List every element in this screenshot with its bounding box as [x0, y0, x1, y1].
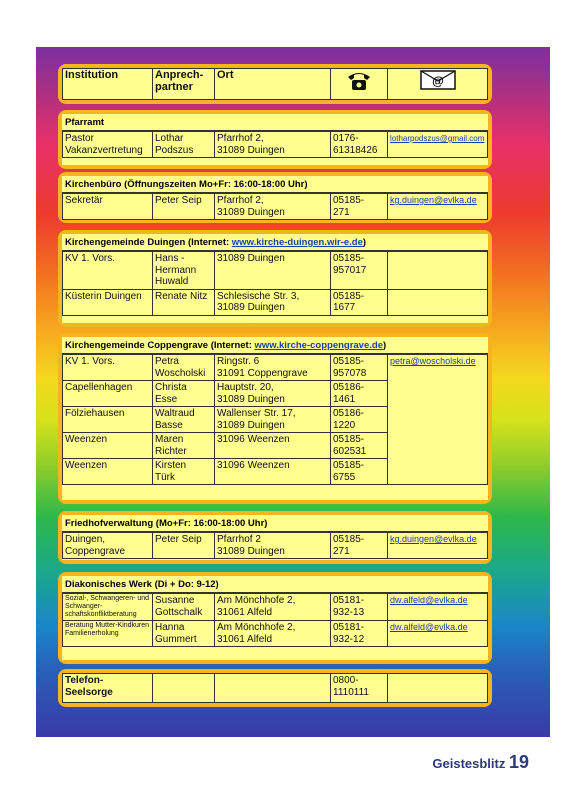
- header-box: [58, 64, 492, 104]
- telephone-icon: [346, 70, 372, 92]
- friedhof-person: Peter Seip: [153, 533, 215, 559]
- diakonie-row2-phone: 05181- 932-12: [331, 621, 388, 647]
- coppengrave-box: [58, 333, 492, 504]
- header-place: Ort: [215, 69, 331, 100]
- coppen-row4-phone: 05185- 602531: [331, 433, 388, 459]
- coppengrave-link[interactable]: www.kirche-coppengrave.de: [254, 340, 383, 351]
- pfarramt-phone: 0176- 61318426: [331, 132, 388, 158]
- svg-text:@: @: [431, 74, 444, 88]
- pfarramt-role: Pastor Vakanzvertretung: [63, 132, 153, 158]
- diakonie-row2-person: Hanna Gummert: [153, 621, 215, 647]
- header-mail-cell: [388, 69, 488, 100]
- header-institution: Institution: [63, 69, 153, 100]
- coppen-row1-mail-link[interactable]: petra@woscholski.de: [390, 356, 476, 366]
- coppen-row5-person: Kirsten Türk: [153, 459, 215, 485]
- duingen-box: [58, 230, 492, 327]
- diakonie-row1-role: Sozial-, Schwangeren- und Schwanger-schaftskonfliktberatung: [63, 594, 153, 621]
- duingen-title: Kirchengemeinde Duingen (Internet: www.kirche-duingen.wir-e.de): [62, 234, 488, 251]
- duingen-row1-phone: 05185- 957017: [331, 252, 388, 290]
- coppen-row3-phone: 05186- 1220: [331, 407, 388, 433]
- friedhof-address: Pfarrhof 2 31089 Duingen: [215, 533, 331, 559]
- duingen-row2-role: Küsterin Duingen: [63, 289, 153, 315]
- coppen-row4-role: Weenzen: [63, 433, 153, 459]
- buero-box: [58, 172, 492, 223]
- buero-role: Sekretär: [63, 194, 153, 220]
- duingen-row2-phone: 05185- 1677: [331, 289, 388, 315]
- diakonie-row2-address: Am Mönchhofe 2, 31061 Alfeld: [215, 621, 331, 647]
- coppen-row4-address: 31096 Weenzen: [215, 433, 331, 459]
- diakonie-row1-person: Susanne Gottschalk: [153, 594, 215, 621]
- coppen-row2-role: Capellenhagen: [63, 381, 153, 407]
- duingen-row1-address: 31089 Duingen: [215, 252, 331, 290]
- duingen-link[interactable]: www.kirche-duingen.wir-e.de: [231, 237, 363, 248]
- coppen-row2-person: Christa Esse: [153, 381, 215, 407]
- friedhof-role: Duingen, Coppengrave: [63, 533, 153, 559]
- duingen-row2-address: Schlesische Str. 3, 31089 Duingen: [215, 289, 331, 315]
- seelsorge-role: Telefon- Seelsorge: [63, 674, 153, 703]
- friedhof-mail-link[interactable]: kg.duingen@evlka.de: [390, 534, 477, 544]
- seelsorge-person: [153, 674, 215, 703]
- duingen-row2-person: Renate Nitz: [153, 289, 215, 315]
- diakonie-row1-address: Am Mönchhofe 2, 31061 Alfeld: [215, 594, 331, 621]
- duingen-row1-role: KV 1. Vors.: [63, 252, 153, 290]
- buero-phone: 05185- 271: [331, 194, 388, 220]
- friedhof-title: Friedhofverwaltung (Mo+Fr: 16:00-18:00 Uhr): [62, 515, 488, 532]
- coppengrave-title: Kirchengemeinde Coppengrave (Internet: www.kirche-coppengrave.de): [62, 337, 488, 354]
- diakonie-row1-phone: 05181- 932-13: [331, 594, 388, 621]
- header-phone-cell: [331, 69, 388, 100]
- coppen-row3-role: Fölziehausen: [63, 407, 153, 433]
- seelsorge-mail: [388, 674, 488, 703]
- friedhof-box: [58, 511, 492, 564]
- coppen-row3-person: Waltraud Basse: [153, 407, 215, 433]
- pfarramt-address: Pfarrhof 2, 31089 Duingen: [215, 132, 331, 158]
- coppen-row5-role: Weenzen: [63, 459, 153, 485]
- coppen-row2-address: Hauptstr. 20, 31089 Duingen: [215, 381, 331, 407]
- buero-address: Pfarrhof 2, 31089 Duingen: [215, 194, 331, 220]
- coppen-row3-address: Wallenser Str. 17, 31089 Duingen: [215, 407, 331, 433]
- diakonie-row2-mail-link[interactable]: dw.alfeld@evlka.de: [390, 622, 468, 632]
- coppen-row4-person: Maren Richter: [153, 433, 215, 459]
- buero-title: Kirchenbüro (Öffnungszeiten Mo+Fr: 16:00-18:00 Uhr): [62, 176, 488, 193]
- pfarramt-title: Pfarramt: [62, 114, 488, 131]
- duingen-row2-mail: [388, 289, 488, 315]
- envelope-at-icon: [420, 70, 456, 90]
- pfarramt-person: Lothar Podszus: [153, 132, 215, 158]
- diakonie-row1-mail-link[interactable]: dw.alfeld@evlka.de: [390, 595, 468, 605]
- coppen-row1-phone: 05185- 957078: [331, 355, 388, 381]
- diakonie-box: [58, 572, 492, 664]
- header-contact: Anprech- partner: [153, 69, 215, 100]
- diakonie-row2-role: Beratung Mutter-Kindkuren Familienerholung: [63, 621, 153, 647]
- page-number: 19: [508, 752, 529, 772]
- pfarramt-mail-link[interactable]: lotharpodszus@gmail.com: [390, 134, 485, 143]
- coppen-row5-phone: 05185- 6755: [331, 459, 388, 485]
- seelsorge-box: [58, 669, 492, 707]
- coppen-row5-address: 31096 Weenzen: [215, 459, 331, 485]
- friedhof-phone: 05185- 271: [331, 533, 388, 559]
- pfarramt-box: [58, 110, 492, 169]
- duingen-row1-mail: [388, 252, 488, 290]
- coppen-row1-address: Ringstr. 6 31091 Coppengrave: [215, 355, 331, 381]
- page-footer: [432, 752, 529, 773]
- diakonie-title: Diakonisches Werk (Di + Do: 9-12): [62, 576, 488, 593]
- seelsorge-address: [215, 674, 331, 703]
- buero-person: Peter Seip: [153, 194, 215, 220]
- buero-mail-link[interactable]: kg.duingen@evlka.de: [390, 195, 477, 205]
- coppen-row1-role: KV 1. Vors.: [63, 355, 153, 381]
- seelsorge-phone: 0800- 1110111: [331, 674, 388, 703]
- coppen-row2-phone: 05186- 1461: [331, 381, 388, 407]
- duingen-row1-person: Hans - Hermann Huwald: [153, 252, 215, 290]
- magazine-title: Geistesblitz: [432, 756, 509, 771]
- coppen-row1-person: Petra Woscholski: [153, 355, 215, 381]
